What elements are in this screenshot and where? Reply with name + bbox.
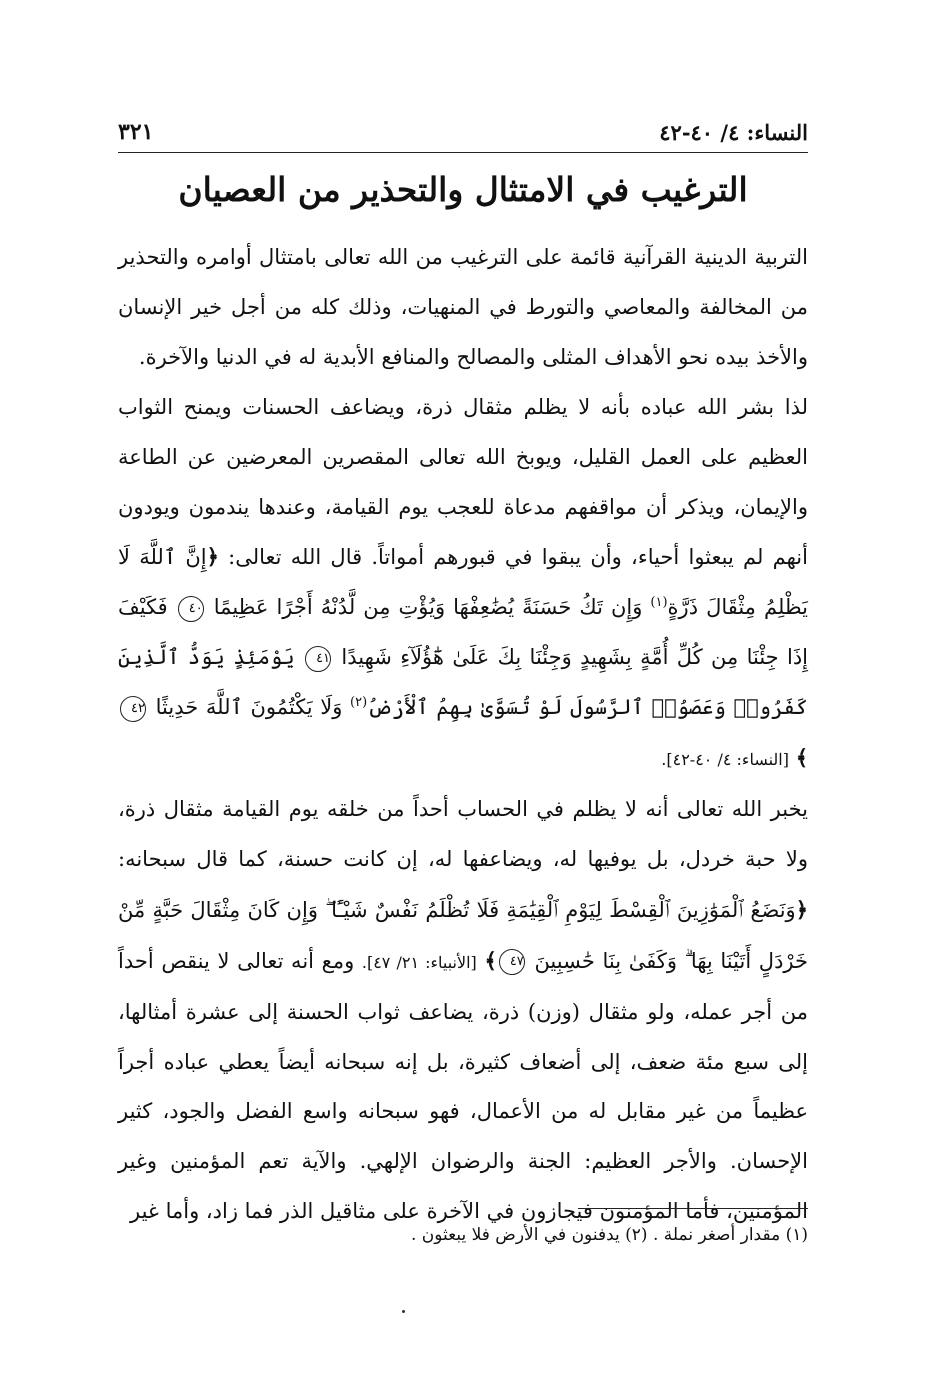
surah-reference: النساء: ٤/ ٤٠-٤٢ xyxy=(659,119,808,145)
verse-anbiya-47: وَنَضَعُ ٱلْمَوَٰزِينَ ٱلْقِسْطَ لِيَوْمِ ٱلْقِيَٰمَةِ فَلَا تُظْلَمُ نَفْسٌ شَيْـًٔا ۖ وَإِن كَانَ مِثْقَالَ حَبَّةٍ مِّنْ خَرْدَلٍ أَتَيْنَا بِهَا ۗ وَكَفَىٰ بِنَا حَٰسِبِينَ xyxy=(118,897,808,973)
footnote-ref-1: (١) xyxy=(650,595,668,611)
citation-anbiya: [الأنبياء: ٢١/ ٤٧]. xyxy=(361,952,477,972)
verse-42-part-a: يَوْمَئِذٍ يَوَدُّ ٱلَّذِينَ كَفَرُوا۟ وَعَصَوُا۟ ٱلرَّسُولَ لَوْ تُسَوَّىٰ بِهِمُ ٱلْأَرْضُ xyxy=(118,645,808,720)
verse-41: فَكَيْفَ إِذَا جِئْنَا مِن كُلِّ أُمَّةٍ بِشَهِيدٍ وَجِئْنَا بِكَ عَلَىٰ هَٰٓؤُلَآءِ شَهِيدًا xyxy=(118,595,809,670)
page-speck xyxy=(402,1310,405,1313)
verse-open-bracket: ﴿ xyxy=(206,544,219,570)
verse-close-bracket-2: ﴾ xyxy=(484,947,497,973)
paragraph-3-intro: يخبر الله تعالى أنه لا يظلم في الحساب أحداً من خلقه يوم القيامة مثقال ذرة، ولا حبة خردل، بل يوفيها له، ويضاعفها له، إن كانت حسنة، كما قال سبحانه: xyxy=(118,796,808,871)
footnote-ref-2: (٢) xyxy=(350,695,368,711)
footnotes: (١) مقدار أصغر نملة . (٢) يدفنون في الأرض فلا يبعثون . xyxy=(410,1225,808,1245)
verse-40-part-a: إِنَّ ٱللَّهَ لَا يَظْلِمُ مِثْقَالَ ذَرَّةٍ xyxy=(118,545,808,620)
ayah-number-47: ٤٧ xyxy=(499,949,525,975)
verse-42-part-b: وَلَا يَكْتُمُونَ ٱللَّهَ حَدِيثًا xyxy=(155,695,343,720)
section-title: الترغيب في الامتثال والتحذير من العصيان xyxy=(178,170,748,209)
paragraph-3-rest: ومع أنه تعالى لا ينقص أحداً من أجر عمله، ولو مثقال (وزن) ذرة، يضاعف ثواب الحسنة إلى عشرة أمثالها، إلى سبع مئة ضعف، إلى أضعاف كثيرة، بل إنه سبحانه أيضاً يعطي عباده أجراً عظيماً من غير مقابل له من الأعمال، فهو سبحانه واسع الفضل والجود، كثير الإحسان. والأجر العظيم: الجنة والرضوان الإلهي. والآية تعم المؤمنين وغير المؤمنين، فأما المؤمنون فيجازون في الآخرة على مثاقيل الذر فما زاد، وأما غير xyxy=(118,948,808,1224)
paragraph-2-intro: لذا بشر الله عباده بأنه لا يظلم مثقال ذرة، ويضاعف الحسنات ويمنح الثواب العظيم على العمل القليل، ويوبخ الله تعالى المقصرين المعرضين عن الطاعة والإيمان، ويذكر أن مواقفهم مدعاة للعجب يوم القيامة، وعندها يندمون ويودون أنهم لم يبعثوا أحياء، وأن يبقوا في قبورهم أمواتاً. قال الله تعالى: xyxy=(118,394,808,570)
ayah-number-41: ٤١ xyxy=(305,646,331,672)
verse-40-part-b: وَإِن تَكُ حَسَنَةً يُضَٰعِفْهَا وَيُؤْتِ مِن لَّدُنْهُ أَجْرًا عَظِيمًا xyxy=(213,595,643,620)
footnote-divider xyxy=(578,1208,808,1209)
paragraph-1 xyxy=(118,233,808,383)
paragraph-1-text: التربية الدينية القرآنية قائمة على الترغيب من الله تعالى بامتثال أوامره والتحذير من المخالفة والمعاصي والتورط في المنهيات، وذلك كله من أجل خير الإنسان والأخذ بيده نحو الأهداف المثلى والمصالح والمنافع الأبدية له في الدنيا والآخرة. xyxy=(118,245,808,369)
page-header xyxy=(118,112,808,153)
page-number: ٣٢١ xyxy=(118,119,154,145)
verse-close-bracket: ﴾ xyxy=(795,745,808,771)
ayah-number-42: ٤٢ xyxy=(120,696,146,722)
citation-nisa: [النساء: ٤/ ٤٠-٤٢]. xyxy=(661,750,789,770)
paragraph-2 xyxy=(118,383,808,785)
paragraph-3 xyxy=(118,785,808,1237)
verse-open-bracket-2: ﴿ xyxy=(795,896,808,922)
body-text xyxy=(118,233,808,1237)
ayah-number-40: ٤٠ xyxy=(178,596,204,622)
